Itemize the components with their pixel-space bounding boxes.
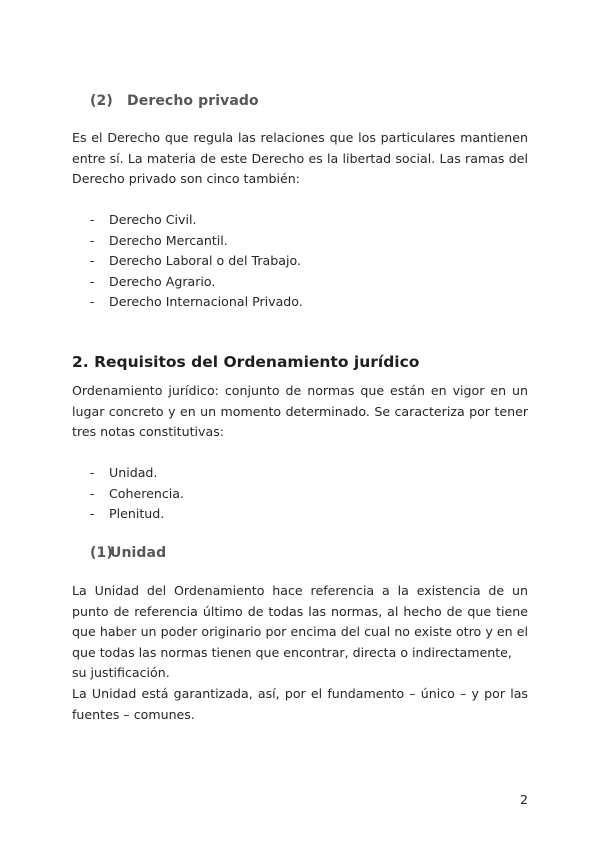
paragraph-ordenamiento: Ordenamiento jurídico: conjunto de normas que están en vigor en un lugar concreto y en un momento determinado. Se caracteriza por tener tres notas constitutivas: (72, 383, 528, 439)
subheading-title: Derecho privado (127, 93, 259, 109)
subheading-number: (1) (90, 545, 113, 561)
list-dash: - (90, 506, 95, 521)
paragraph-unidad: La Unidad del Ordenamiento hace referencia a la existencia de un punto de referencia último de todas las normas, al hecho de que tiene que haber un poder originario por encima del cual no existe otro y en el que todas las normas tienen que encontrar, directa o indirectamente, (72, 583, 528, 660)
list-item: - Derecho Laboral o del Trabajo. (90, 251, 510, 272)
paragraph-unidad-garantia: La Unidad está garantizada, así, por el fundamento – único – y por las fuentes – comunes. (72, 686, 528, 722)
list-item: - Derecho Civil. (90, 210, 510, 231)
list-dash: - (90, 294, 95, 309)
list-item: - Derecho Agrario. (90, 272, 510, 293)
list-item: - Coherencia. (90, 484, 510, 505)
subheading-number: (2) (90, 93, 113, 109)
list-dash: - (90, 212, 95, 227)
list-item: - Plenitud. (90, 504, 510, 525)
list-item: - Derecho Internacional Privado. (90, 292, 510, 313)
list-item: - Unidad. (90, 463, 510, 484)
subheading-title: Unidad (110, 545, 167, 561)
section-heading-requisitos: 2. Requisitos del Ordenamiento jurídico (72, 353, 420, 371)
list-notes (90, 463, 510, 525)
paragraph-derecho-privado: Es el Derecho que regula las relaciones que los particulares mantienen entre sí. La materia de este Derecho es la libertad social. Las ramas del Derecho privado son cinco también: (72, 130, 528, 186)
list-private-branches (90, 210, 510, 313)
page-number: 2 (519, 792, 528, 807)
paragraph-unidad-tail: su justificación. (72, 665, 170, 680)
list-dash: - (90, 465, 95, 480)
subheading-unidad (90, 545, 166, 561)
list-dash: - (90, 253, 95, 268)
list-dash: - (90, 485, 95, 501)
list-dash: - (90, 232, 95, 248)
list-item: - Derecho Mercantil. (90, 231, 510, 252)
subheading-derecho-privado (90, 93, 259, 109)
list-dash: - (90, 273, 95, 289)
